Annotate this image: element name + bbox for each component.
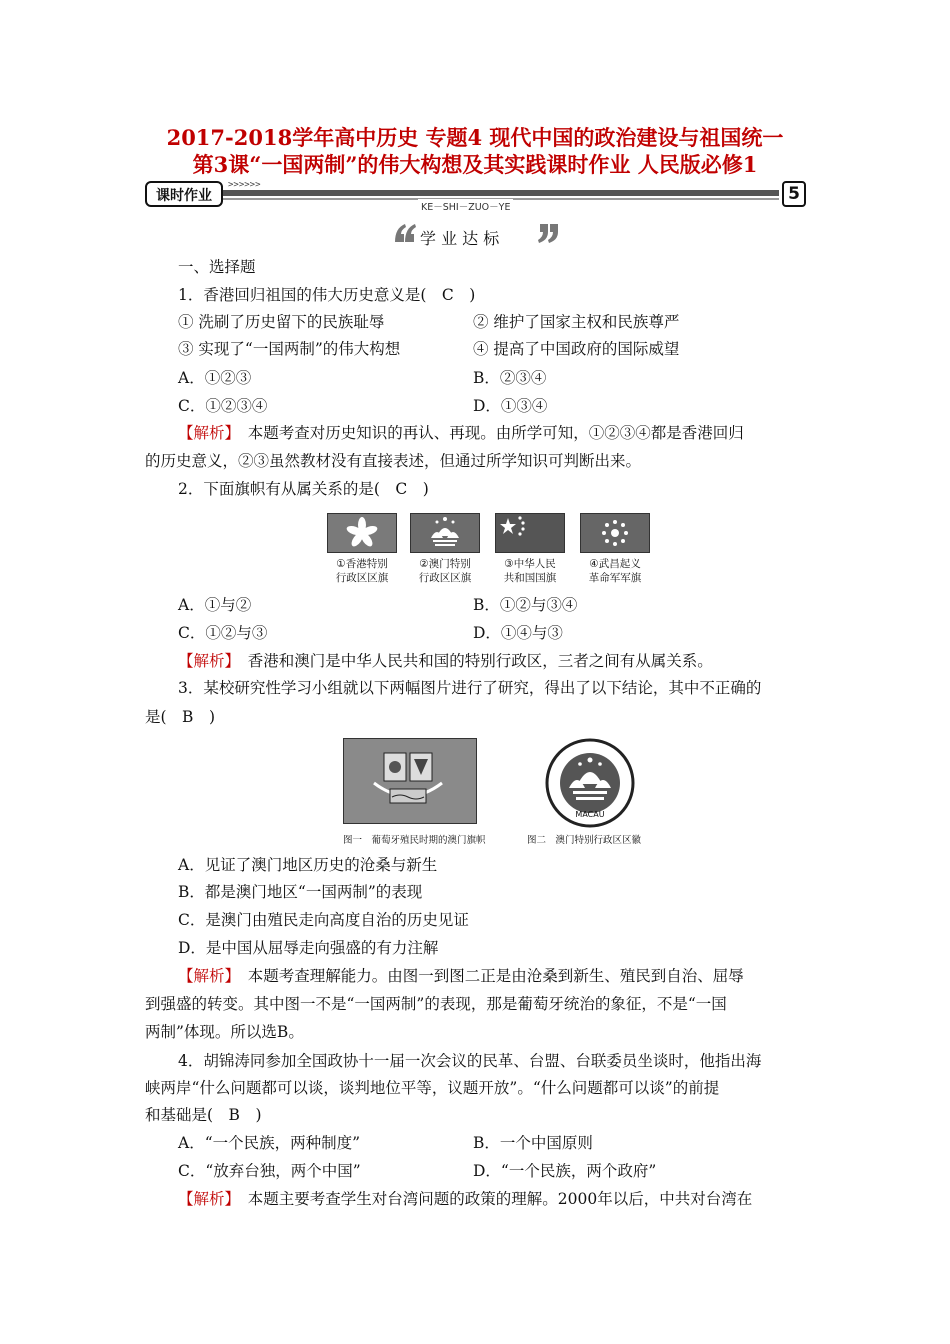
- q1-item-3: ③ 实现了“一国两制”的伟大构想: [178, 340, 401, 358]
- analysis-tag: 【解析】: [178, 967, 233, 985]
- q1-item-2: ② 维护了国家主权和民族尊严: [473, 313, 680, 331]
- banner-arrows: >>>>>>: [228, 180, 261, 190]
- open-quote-icon: [393, 222, 417, 244]
- q1-explanation-line2: 的历史意义，②③虽然教材没有直接表述，但通过所学知识可判断出来。: [145, 452, 642, 470]
- q1-option-a: A．①②③: [178, 369, 252, 387]
- q1-explanation-text: 本题考查对历史知识的再认、再现。由所学可知，①②③④都是香港回归: [232, 424, 744, 442]
- fig1-caption: 图一 葡萄牙殖民时期的澳门旗帜: [343, 835, 486, 846]
- q4-option-b: B．一个中国原则: [473, 1134, 593, 1152]
- part-heading: 一、选择题: [178, 258, 256, 276]
- banner-label: 课时作业: [145, 181, 223, 207]
- q4-explanation-line1: [178, 1188, 752, 1210]
- q4-stem-line3: 和基础是( B ): [145, 1106, 262, 1124]
- banner-number: 5: [782, 181, 806, 207]
- fig2-caption: 图二 澳门特别行政区区徽: [527, 835, 642, 846]
- flag-caption-1: ①香港特别 行政区区旗: [335, 558, 389, 584]
- lotus-icon: [411, 514, 479, 552]
- macau-flag: [410, 513, 480, 553]
- analysis-tag: 【解析】: [178, 424, 233, 442]
- q3-explanation-text: 本题考查理解能力。由图一到图二正是由沧桑到新生、殖民到自治、屈辱: [232, 967, 744, 985]
- q2-explanation: [178, 650, 713, 672]
- hong-kong-flag: [327, 513, 397, 553]
- q2-option-c: C．①②与③: [178, 624, 268, 642]
- prc-flag: [495, 513, 565, 553]
- banner-pinyin: KE－SHI－ZUO－YE: [418, 199, 513, 213]
- q1-explanation-line1: [178, 422, 744, 444]
- flag-caption-3: ③中华人民 共和国国旗: [503, 558, 557, 584]
- q2-option-b: B．①②与③④: [473, 596, 578, 614]
- flag-caption-2: ②澳门特别 行政区区旗: [418, 558, 472, 584]
- colonial-macau-flag-image: [343, 738, 477, 824]
- macau-emblem-image: [545, 738, 635, 828]
- q1-stem: 1．香港回归祖国的伟大历史意义是( C ): [178, 286, 476, 304]
- q3-explanation-line2: 到强盛的转变。其中图一不是“一国两制”的表现，那是葡萄牙统治的象征，不是“一国: [145, 995, 727, 1013]
- q4-explanation-text: 本题主要考查学生对台湾问题的政策的理解。2000年以后，中共对台湾在: [232, 1190, 753, 1208]
- q3-option-a: A．见证了澳门地区历史的沧桑与新生: [178, 856, 438, 874]
- q1-item-1: ① 洗刷了历史留下的民族耻辱: [178, 313, 385, 331]
- five-stars-icon: [496, 514, 564, 552]
- eighteen-star-icon: [581, 514, 649, 552]
- q3-stem-line1: 3．某校研究性学习小组就以下两幅图片进行了研究，得出了以下结论，其中不正确的: [178, 679, 762, 697]
- q3-explanation-line3: 两制”体现。所以选B。: [145, 1023, 304, 1041]
- emblem-text: MACAU: [575, 810, 605, 819]
- banner-bar: [223, 190, 779, 196]
- q3-option-c: C．是澳门由殖民走向高度自治的历史见证: [178, 911, 469, 929]
- q1-option-b: B．②③④: [473, 369, 547, 387]
- q4-option-c: C．“放弃台独，两个中国”: [178, 1162, 361, 1180]
- doc-title-line1: 2017-2018学年高中历史 专题4 现代中国的政治建设与祖国统一: [166, 125, 784, 150]
- q3-option-d: D．是中国从屈辱走向强盛的有力注解: [178, 939, 439, 957]
- q2-option-d: D．①④与③: [473, 624, 563, 642]
- q3-stem-line2: 是( B ): [145, 708, 215, 726]
- q4-option-a: A．“一个民族，两种制度”: [178, 1134, 361, 1152]
- wuchang-flag: [580, 513, 650, 553]
- close-quote-icon: [537, 222, 561, 244]
- q3-option-b: B．都是澳门地区“一国两制”的表现: [178, 883, 423, 901]
- q4-stem-line2: 峡两岸“什么问题都可以谈，谈判地位平等，议题开放”。“什么问题都可以谈”的前提: [145, 1079, 720, 1097]
- analysis-tag: 【解析】: [178, 652, 233, 670]
- analysis-tag: 【解析】: [178, 1190, 233, 1208]
- doc-title-line2: 第3课“一国两制”的伟大构想及其实践课时作业 人民版必修1: [192, 152, 758, 177]
- q4-stem-line1: 4．胡锦涛同参加全国政协十一届一次会议的民革、台盟、台联委员坐谈时，他指出海: [178, 1052, 762, 1070]
- q3-explanation-line1: [178, 965, 744, 987]
- bauhinia-icon: [328, 514, 396, 552]
- q1-item-4: ④ 提高了中国政府的国际威望: [473, 340, 680, 358]
- portuguese-arms-icon: [344, 739, 476, 823]
- q1-option-c: C．①②③④: [178, 397, 268, 415]
- q1-option-d: D．①③④: [473, 397, 548, 415]
- section-heading: 学 业 达 标: [420, 229, 500, 248]
- q4-option-d: D．“一个民族，两个政府”: [473, 1162, 657, 1180]
- q2-stem: 2．下面旗帜有从属关系的是( C ): [178, 480, 429, 498]
- q2-option-a: A．①与②: [178, 596, 252, 614]
- flag-caption-4: ④武昌起义 革命军军旗: [588, 558, 642, 584]
- q2-explanation-text: 香港和澳门是中华人民共和国的特别行政区，三者之间有从属关系。: [232, 652, 713, 670]
